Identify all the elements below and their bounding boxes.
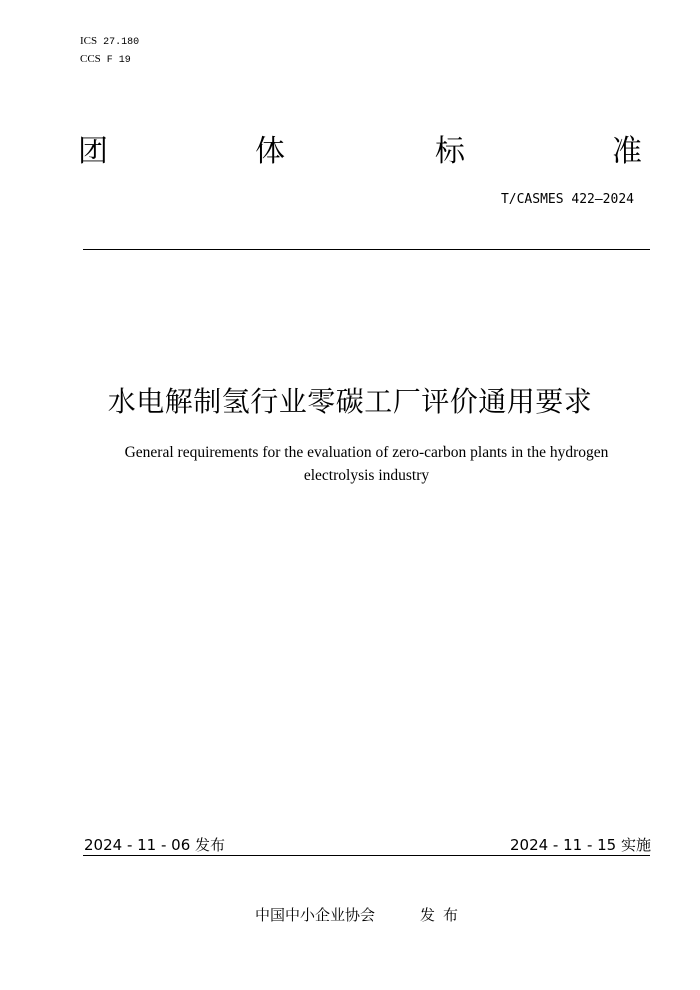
- implementation-date: 2024 - 11 - 15 实施: [509, 836, 651, 854]
- ics-value: 27.180: [103, 37, 140, 48]
- standard-type-char-2: 体: [255, 134, 285, 169]
- standard-type-char-1: 团: [78, 134, 108, 169]
- ics-code: [80, 32, 139, 51]
- footer-divider: [83, 855, 650, 856]
- standard-number: T/CASMES 422—2024: [500, 192, 634, 207]
- publisher-name: 中国中小企业协会: [255, 906, 376, 924]
- issue-date: 2024 - 11 - 06 发布: [84, 836, 226, 854]
- standard-type-char-4: 准: [612, 134, 642, 169]
- ccs-value: F 19: [106, 55, 131, 66]
- header-divider: [83, 249, 650, 250]
- publish-label: 发布: [420, 906, 467, 924]
- english-title: General requirements for the evaluation of zero-carbon plants in the hydrogen electrolysis industry: [124, 444, 609, 484]
- standard-type-char-3: 标: [435, 134, 465, 169]
- ccs-code: [80, 50, 131, 69]
- chinese-title: 水电解制氢行业零碳工厂评价通用要求: [107, 385, 593, 418]
- ics-label: ICS: [80, 35, 98, 47]
- ccs-label: CCS: [80, 53, 101, 65]
